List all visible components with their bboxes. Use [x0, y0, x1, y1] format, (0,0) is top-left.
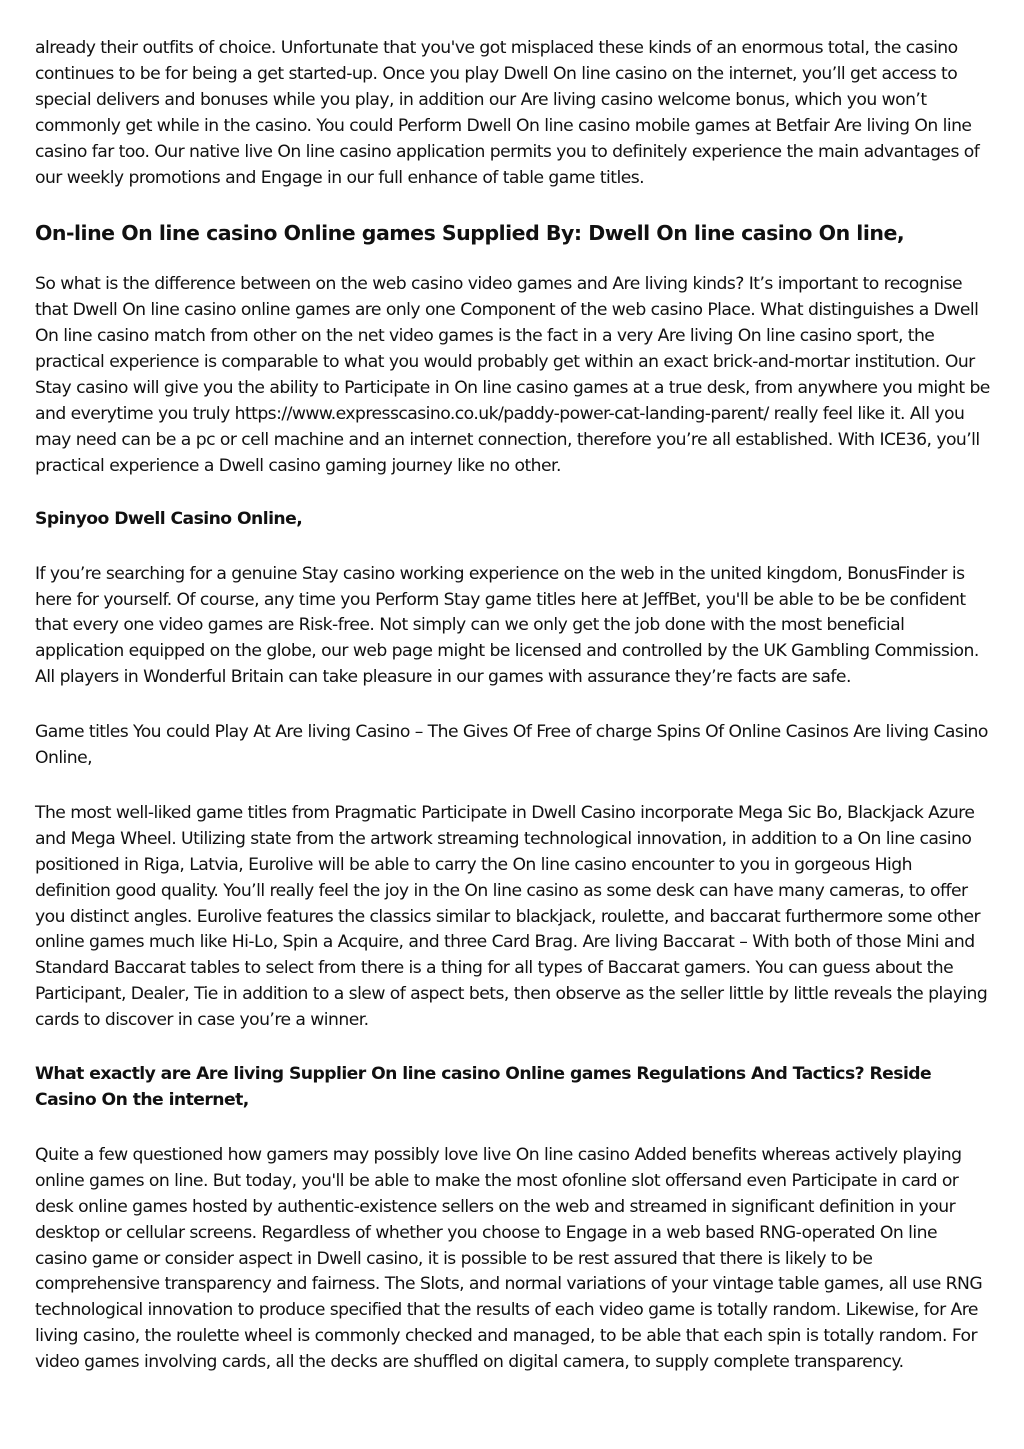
- section-heading: Spinyoo Dwell Casino Online,: [35, 508, 303, 529]
- paragraph: Quite a few questioned how gamers may possibly love live On line casino Added benefits whereas actively playing online games on line. But today, you'll be able to make the most ofonline slot offersand even Participate in card or desk online games hosted by authentic-existence sellers on the web and streamed in significant definition in your desktop or cellular screens. Regardless of whether you choose to Engage in a web based RNG-operated On line casino game or consider aspect in Dwell casino, it is possible to be rest assured that there is likely to be comprehensive transparency and fairness. The Slots, and normal variations of your vintage table games, all use RNG technological innovation to produce specified that the results of each video game is totally random. Likewise, for Are living casino, the roulette wheel is commonly checked and managed, to be able that each spin is totally random. For video games involving cards, all the decks are shuffled on digital camera, to supply complete transparency.: [35, 1144, 983, 1373]
- paragraph: Game titles You could Play At Are living Casino – The Gives Of Free of charge Spins Of Online Casinos Are living Casino Online,: [35, 722, 988, 769]
- paragraph: If you’re searching for a genuine Stay casino working experience on the web in the united kingdom, BonusFinder is here for yourself. Of course, any time you Perform Stay game titles here at JeffBet, you'll be able to be be confident that every one video games are Risk-free. Not simply can we only get the job done with the most beneficial application equipped on the globe, our web page might be licensed and controlled by the UK Gambling Commission. All players in Wonderful Britain can take pleasure in our games with assurance they’re facts are safe.: [35, 563, 979, 688]
- paragraph: So what is the difference between on the web casino video games and Are living kinds? It’s important to recognise that Dwell On line casino online games are only one Component of the web casino Place. What distinguishes a Dwell On line casino match from other on the net video games is the fact in a very Are living On line casino sport, the practical experience is comparable to what you would probably get within an exact brick-and-mortar institution. Our Stay casino will give you the ability to Participate in On line casino games at a true desk, from anywhere you might be and everytime you truly https://www.expresscasino.co.uk/paddy-power-cat-landing-parent/ really feel like it. All you may need can be a pc or cell machine and an internet connection, therefore you’re all established. With ICE36, you’ll practical experience a Dwell casino gaming journey like no other.: [35, 274, 990, 476]
- paragraph: already their outfits of choice. Unfortunate that you've got misplaced these kinds of an enormous total, the casino continues to be for being a get started-up. Once you play Dwell On line casino on the internet, you’ll get access to special delivers and bonuses while you play, in addition our Are living casino welcome bonus, which you won’t commonly get while in the casino. You could Perform Dwell On line casino mobile games at Betfair Are living On line casino far too. Our native live On line casino application permits you to definitely experience the main advantages of our weekly promotions and Engage in our full enhance of table game titles.: [35, 38, 980, 188]
- section-heading: What exactly are Are living Supplier On line casino Online games Regulations And Tactics? Reside Casino On the internet,: [35, 1064, 932, 1110]
- paragraph: The most well-liked game titles from Pragmatic Participate in Dwell Casino incorporate Mega Sic Bo, Blackjack Azure and Mega Wheel. Utilizing state from the artwork streaming technological innovation, in addition to a On line casino positioned in Riga, Latvia, Eurolive will be able to carry the On line casino encounter to you in gorgeous High definition good quality. You’ll really feel the joy in the On line casino as some desk can have many cameras, to offer you distinct angles. Eurolive features the classics similar to blackjack, roulette, and baccarat furthermore some other online games much like Hi-Lo, Spin a Acquire, and three Card Brag. Are living Baccarat – With both of those Mini and Standard Baccarat tables to select from there is a thing for all types of Baccarat gamers. You can guess about the Participant, Dealer, Tie in addition to a slew of aspect bets, then observe as the seller little by little reveals the playing cards to discover in case you’re a winner.: [35, 802, 988, 1031]
- section-heading: On-line On line casino Online games Supplied By: Dwell On line casino On line,: [35, 221, 905, 246]
